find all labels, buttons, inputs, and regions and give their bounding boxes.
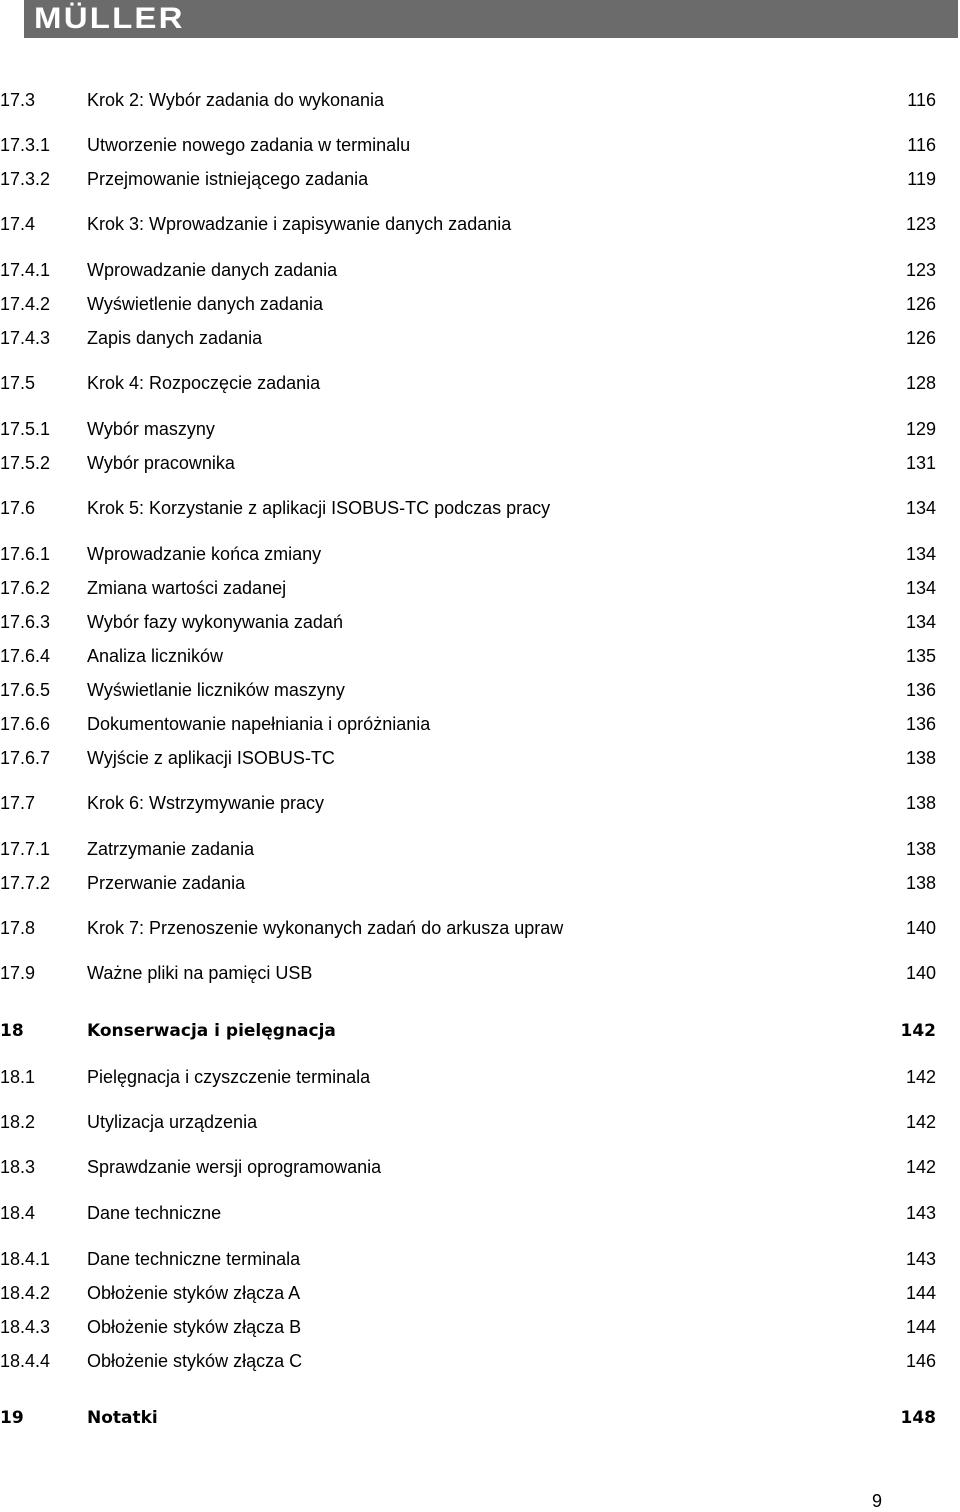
toc-entry-page: 129: [905, 419, 936, 439]
toc-entry-title: Analiza liczników: [87, 646, 224, 666]
toc-entry-title: Zmiana wartości zadanej: [87, 578, 287, 598]
toc-entry-title: Przejmowanie istniejącego zadania: [87, 169, 369, 189]
toc-entry-title: Sprawdzanie wersji oprogramowania: [87, 1157, 382, 1177]
toc-entry: [0, 1155, 936, 1179]
toc-entry-page: 142: [900, 1021, 936, 1041]
toc-entry-title: Obłożenie styków złącza B: [87, 1317, 302, 1337]
toc-entry-num: 17.7.1: [0, 839, 51, 859]
toc-entry: [0, 1201, 936, 1225]
toc-entry-num: 17.5: [0, 373, 36, 393]
toc-entry-num: 17.6.4: [0, 646, 51, 666]
toc-entry: [0, 88, 936, 112]
toc-entry: [0, 167, 936, 191]
toc-entry: [0, 451, 936, 475]
toc-entry-num: 17.5.1: [0, 419, 51, 439]
toc-entry: [0, 791, 936, 815]
toc-entry-num: 18.2: [0, 1112, 36, 1132]
toc-entry-page: 140: [905, 918, 936, 938]
toc-entry-page: 116: [907, 135, 936, 155]
toc-entry: [0, 1315, 936, 1339]
toc-entry-title: Dane techniczne: [87, 1203, 222, 1223]
toc-entry-title: Wprowadzanie danych zadania: [87, 260, 338, 280]
toc-entry-title: Wybór fazy wykonywania zadań: [87, 612, 343, 632]
toc-entry-num: 19: [0, 1408, 24, 1428]
toc-entry-num: 18.4.3: [0, 1317, 51, 1337]
toc-entry-page: 119: [907, 169, 936, 189]
toc-entry-title: Wyjście z aplikacji ISOBUS-TC: [87, 748, 335, 768]
toc-entry: [0, 644, 936, 668]
toc-entry-title: Krok 5: Korzystanie z aplikacji ISOBUS-TC podczas pracy: [87, 498, 551, 518]
toc-entry: [0, 212, 936, 236]
toc-entry-num: 17.4.2: [0, 294, 51, 314]
toc-entry-page: 136: [905, 714, 936, 734]
toc-entry-page: 135: [905, 646, 936, 666]
toc-entry-num: 18: [0, 1021, 24, 1041]
toc-entry: [0, 1406, 936, 1430]
toc-entry-title: Konserwacja i pielęgnacja: [87, 1021, 336, 1041]
toc-entry: [0, 871, 936, 895]
toc-entry-page: 134: [905, 612, 936, 632]
toc-entry-page: 143: [905, 1249, 936, 1269]
toc-entry-num: 17.7: [0, 793, 36, 813]
toc-entry: [0, 292, 936, 316]
toc-entry-num: 17.9: [0, 963, 36, 983]
toc-entry-page: 142: [905, 1157, 936, 1177]
toc-entry-num: 17.6.3: [0, 612, 51, 632]
toc-entry-page: 134: [905, 498, 936, 518]
toc-entry-title: Krok 2: Wybór zadania do wykonania: [87, 90, 384, 110]
toc-entry: [0, 1065, 936, 1089]
toc-entry-page: 126: [905, 328, 936, 348]
toc-entry-title: Notatki: [87, 1408, 158, 1428]
toc-entry-title: Krok 7: Przenoszenie wykonanych zadań do arkusza upraw: [87, 918, 564, 938]
toc-entry: [0, 1349, 936, 1373]
toc-entry-page: 128: [905, 373, 936, 393]
toc-entry-page: 144: [905, 1317, 936, 1337]
toc-entry: [0, 1110, 936, 1134]
toc-entry-num: 18.1: [0, 1067, 36, 1087]
toc-entry-page: 126: [905, 294, 936, 314]
toc-entry-num: 17.6.1: [0, 544, 51, 564]
toc-entry-title: Ważne pliki na pamięci USB: [87, 963, 313, 983]
toc-entry-title: Utylizacja urządzenia: [87, 1112, 258, 1132]
page-number: 9: [871, 1491, 882, 1511]
toc-entry-title: Wyświetlanie liczników maszyny: [87, 680, 345, 700]
toc-entry-num: 17.4.3: [0, 328, 51, 348]
toc-entry-title: Zapis danych zadania: [87, 328, 263, 348]
toc-entry-page: 131: [905, 453, 936, 473]
toc-entry-title: Wprowadzanie końca zmiany: [87, 544, 322, 564]
toc-entry: [0, 1019, 936, 1043]
toc-entry: [0, 961, 936, 985]
toc-entry: [0, 746, 936, 770]
toc-entry: [0, 542, 936, 566]
toc-entry-page: 144: [905, 1283, 936, 1303]
toc-entry-num: 17.4.1: [0, 260, 51, 280]
toc-entry-page: 134: [905, 544, 936, 564]
toc-entry-page: 136: [905, 680, 936, 700]
toc-entry-title: Dane techniczne terminala: [87, 1249, 301, 1269]
toc-entry-title: Wybór maszyny: [87, 419, 215, 439]
toc-entry-page: 138: [905, 748, 936, 768]
toc-entry: [0, 1247, 936, 1271]
toc-entry-page: 146: [905, 1351, 936, 1371]
toc-entry-page: 123: [905, 260, 936, 280]
toc-entry-page: 142: [905, 1067, 936, 1087]
toc-entry-num: 18.4: [0, 1203, 36, 1223]
toc-entry-num: 17.6.5: [0, 680, 51, 700]
toc-entry-num: 17.3.1: [0, 135, 51, 155]
toc-entry-title: Krok 4: Rozpoczęcie zadania: [87, 373, 321, 393]
toc-entry: [0, 326, 936, 350]
brand-logo: MÜLLER: [34, 2, 185, 35]
toc-entry-page: 138: [905, 873, 936, 893]
toc-entry: [0, 496, 936, 520]
toc-entry-title: Wyświetlenie danych zadania: [87, 294, 323, 314]
toc-entry-page: 143: [905, 1203, 936, 1223]
toc-entry-page: 138: [905, 793, 936, 813]
toc-entry-title: Dokumentowanie napełniania i opróżniania: [87, 714, 431, 734]
toc-entry-page: 142: [905, 1112, 936, 1132]
toc-entry-num: 18.4.4: [0, 1351, 51, 1371]
toc-entry-num: 18.3: [0, 1157, 36, 1177]
toc-entry-title: Pielęgnacja i czyszczenie terminala: [87, 1067, 371, 1087]
toc-entry-title: Utworzenie nowego zadania w terminalu: [87, 135, 411, 155]
toc-entry-page: 148: [900, 1408, 936, 1428]
toc-entry: [0, 417, 936, 441]
toc-entry-num: 17.6.7: [0, 748, 51, 768]
toc-entry-num: 17.7.2: [0, 873, 51, 893]
toc-entry-num: 17.3.2: [0, 169, 51, 189]
toc-entry-page: 116: [907, 90, 936, 110]
toc-entry-num: 17.6.6: [0, 714, 51, 734]
toc-entry-title: Krok 6: Wstrzymywanie pracy: [87, 793, 325, 813]
toc-entry-title: Wybór pracownika: [87, 453, 235, 473]
toc-entry: [0, 678, 936, 702]
toc-entry: [0, 576, 936, 600]
toc-entry: [0, 916, 936, 940]
toc-entry-num: 17.5.2: [0, 453, 51, 473]
toc-entry-title: Obłożenie styków złącza A: [87, 1283, 301, 1303]
toc-entry-page: 134: [905, 578, 936, 598]
toc-entry: [0, 837, 936, 861]
toc-entry-page: 140: [905, 963, 936, 983]
toc-entry-title: Obłożenie styków złącza C: [87, 1351, 303, 1371]
toc-entry-num: 18.4.2: [0, 1283, 51, 1303]
toc-entry-title: Krok 3: Wprowadzanie i zapisywanie danych zadania: [87, 214, 512, 234]
toc-entry: [0, 133, 936, 157]
toc-entry-num: 18.4.1: [0, 1249, 51, 1269]
toc-entry: [0, 1281, 936, 1305]
toc-entry-num: 17.6.2: [0, 578, 51, 598]
toc-entry-page: 138: [905, 839, 936, 859]
toc-entry-num: 17.6: [0, 498, 36, 518]
toc-entry: [0, 712, 936, 736]
toc-entry: [0, 610, 936, 634]
toc-entry-num: 17.3: [0, 90, 36, 110]
toc-entry: [0, 371, 936, 395]
toc-entry-num: 17.4: [0, 214, 36, 234]
header-logo-bar: [24, 0, 958, 38]
toc-entry-num: 17.8: [0, 918, 36, 938]
toc-entry-title: Zatrzymanie zadania: [87, 839, 255, 859]
toc-entry-page: 123: [905, 214, 936, 234]
toc-entry: [0, 258, 936, 282]
toc-entry-title: Przerwanie zadania: [87, 873, 246, 893]
